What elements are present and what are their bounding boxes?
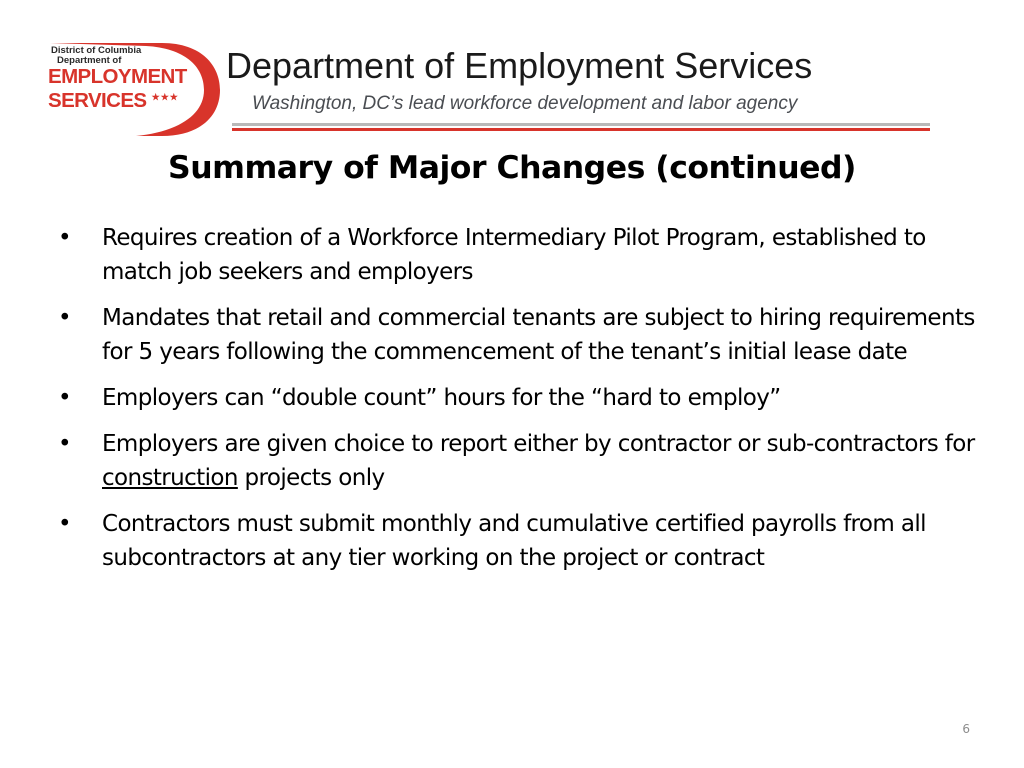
- header-divider-red: [232, 128, 930, 131]
- bullet-text: Requires creation of a Workforce Intermediary Pilot Program, established to match job seekers and employers: [102, 225, 926, 285]
- bullet-item: [0, 221, 1000, 289]
- bullet-item: [0, 507, 1000, 575]
- logo-line-employment: EMPLOYMENT: [48, 65, 187, 88]
- logo-services-text: SERVICES: [48, 89, 147, 112]
- bullet-item: [0, 427, 1000, 495]
- bullet-item: [0, 381, 1000, 415]
- bullet-item: [0, 301, 1000, 369]
- department-tagline: Washington, DC’s lead workforce development and labor agency: [252, 93, 798, 114]
- bullet-text-after: projects only: [237, 465, 385, 491]
- logo-line-district: District of Columbia: [51, 45, 142, 56]
- bullet-dot-icon: •: [58, 305, 71, 331]
- bullet-text-before: Employers are given choice to report either by contractor or sub-contractors for: [102, 431, 975, 457]
- stars-icon: ★★★: [151, 92, 179, 102]
- bullet-dot-icon: •: [58, 511, 71, 537]
- bullet-text: Contractors must submit monthly and cumulative certified payrolls from all subcontractors at any tier working on the project or contract: [102, 511, 926, 571]
- des-logo: [44, 40, 220, 138]
- logo-line-department: Department of: [57, 55, 122, 66]
- department-title: Department of Employment Services: [226, 45, 813, 86]
- bullet-text: Employers can “double count” hours for the “hard to employ”: [102, 385, 781, 411]
- bullet-dot-icon: •: [58, 431, 71, 457]
- bullet-underlined-word: construction: [102, 465, 238, 491]
- bullet-dot-icon: •: [58, 385, 71, 411]
- logo-wordmark: [48, 46, 187, 111]
- page-number: 6: [962, 722, 970, 736]
- logo-line-services: [48, 87, 187, 111]
- bullet-list: [0, 221, 1000, 587]
- slide-title: Summary of Major Changes (continued): [168, 150, 856, 186]
- header-divider-grey: [232, 123, 930, 126]
- bullet-dot-icon: •: [58, 225, 71, 251]
- bullet-text: Mandates that retail and commercial tenants are subject to hiring requirements for 5 years following the commencement of the tenant’s initial lease date: [102, 305, 975, 365]
